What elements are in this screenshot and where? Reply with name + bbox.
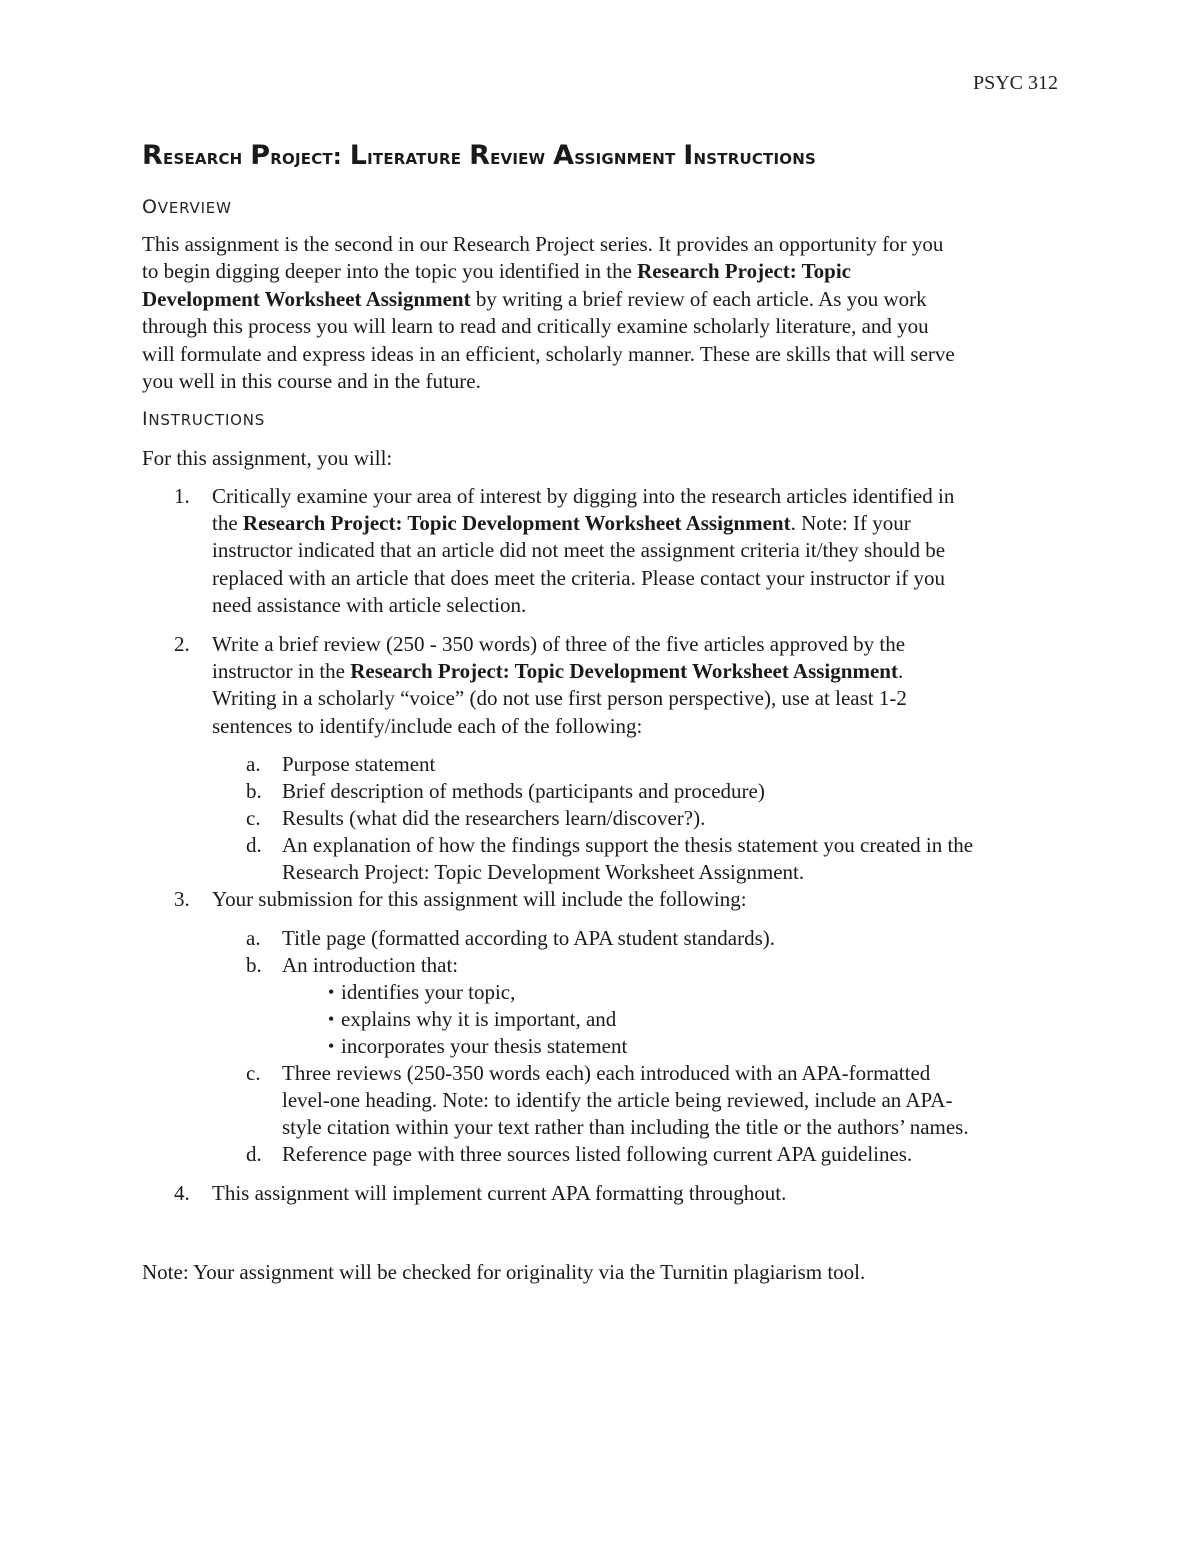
list-item-body: Write a brief review (250 - 350 words) of three of the five articles approved by the instructor in the Research Project: Topic Development Worksheet Assignment. Writing in a scholarly “voice” (do not use first person perspective), use at least 1-2 sentences to identify/include each of the following:	[212, 632, 907, 738]
bullet-icon: •	[328, 982, 335, 1002]
overview-line-2: to begin digging deeper into the topic you identified in the Research Project: Topic	[142, 259, 851, 284]
bullet-icon: •	[328, 1009, 335, 1029]
course-code: PSYC 312	[972, 72, 1058, 94]
list-item-body: Your submission for this assignment will include the following:	[212, 887, 747, 911]
document-title: Research Project: Literature Review Assignment Instructions	[142, 140, 816, 171]
overview-line-1: This assignment is the second in our Research Project series. It provides an opportunity for you	[142, 232, 944, 256]
list-number: 2.	[174, 632, 190, 656]
list-number: 3.	[174, 887, 190, 911]
overview-line-6: you well in this course and in the future.	[142, 369, 481, 394]
bullet-icon: •	[328, 1036, 335, 1056]
instructions-heading: INSTRUCTIONS	[142, 408, 266, 430]
list-item-body: This assignment will implement current APA formatting throughout.	[212, 1181, 787, 1205]
overview-line-3: Development Worksheet Assignment by writing a brief review of each article. As you work	[142, 286, 927, 311]
list-number: 1.	[174, 484, 190, 508]
overview-line-5: will formulate and express ideas in an efficient, scholarly manner. These are skills that will serve	[142, 341, 955, 366]
overview-heading: OVERVIEW	[142, 196, 232, 218]
document-page: PSYC 312 Research Project: Literature Review Assignment Instructions OVERVIEW This assignment is the second in our Research Project series. It provides an opportunity for you to begin digging deeper into the topic you identified in the Research Project: Topic Development Worksheet Assignment by writing a brief review of each article. As you work through this process you will learn to read and critically examine scholarly literature, and you will formulate and express ideas in an efficient, scholarly manner. These are skills that will serve you well in this course and in the future. INSTRUCTIONS For this assignment, you will: 1. Critically examine your area of interest by digging into the research articles identified in the Research Project: Topic Development Worksheet Assignment. Note: If your instructor indicated that an article did not meet the assignment criteria it/they should be replaced with an article that does meet the criteria. Please contact your instructor if you need assistance with article selection. 2. Write a brief review (250 - 350 words) of three of the five articles approved by the instructor in the Research Project: Topic Development Worksheet Assignment. Writing in a scholarly “voice” (do not use first person perspective), use at least 1-2 sentences to identify/include each of the following: a. Purpose statement b. Brief description of methods (participants and procedure) c. Results (what did the researchers learn/discover?). d. An explanation of how the findings support the thesis statement you created in the Research Project: Topic Development Worksheet Assignment. 3. Your submission for this assignment will include the following: a. Title page (formatted according to APA student standards). b. An introduction that: • identifies your topic, • explains why it is important, and • incorporates your thesis statement c. Three reviews (250-350 words each) each introduced with an APA-formatted level-one heading. Note: to identify the article being reviewed, include an APA- style citation within your text rather than including the title or the authors’ names. d. Reference page with three sources listed following current APA guidelines. 4. This assignment will implement current APA formatting throughout. Note: Your assignment will be checked for originality via the Turnitin plagiarism tool.	[0, 0, 1200, 1553]
overview-line-4: through this process you will learn to read and critically examine scholarly literature, and you	[142, 314, 929, 339]
originality-note: Note: Your assignment will be checked for originality via the Turnitin plagiarism tool.	[142, 1260, 866, 1284]
instructions-intro: For this assignment, you will:	[142, 446, 393, 470]
list-item-body: Critically examine your area of interest by digging into the research articles identified in the Research Project: Topic Development Worksheet Assignment. Note: If your instructor indicated that an article did not meet the assignment criteria it/they should be replaced with an article that does meet the criteria. Please contact your instructor if you need assistance with article selection.	[212, 484, 955, 617]
overview-paragraph	[142, 231, 1062, 395]
list-number: 4.	[174, 1181, 190, 1205]
